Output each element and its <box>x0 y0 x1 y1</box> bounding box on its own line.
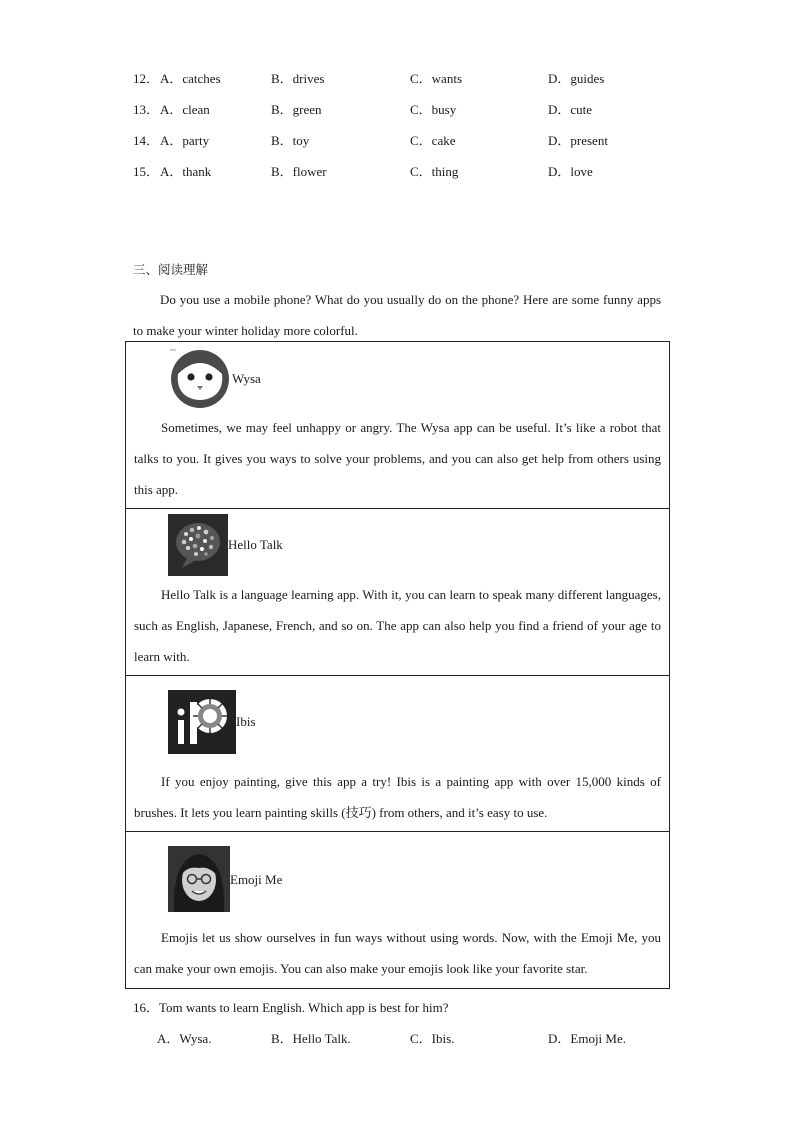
option-c[interactable]: C．busy <box>410 102 457 117</box>
option-b[interactable]: B．drives <box>271 71 325 86</box>
option-d[interactable]: D．love <box>548 164 593 179</box>
question-number: 14． <box>133 133 160 148</box>
option-b[interactable]: B．green <box>271 102 322 117</box>
question-16-stem: 16．Tom wants to learn English. Which app is best for him? <box>133 1000 449 1015</box>
option-d[interactable]: D．present <box>548 133 608 148</box>
option-a[interactable]: A．clean <box>160 102 210 117</box>
app-name: Hello Talk <box>228 537 283 552</box>
app-name: Ibis <box>236 714 256 729</box>
app-description-text: Hello Talk is a language learning app. With it, you can learn to speak many different languages, such as English, Japanese, French, and so on. The app can also help you find a friend of your age to learn with. <box>134 587 661 664</box>
app-cell-wysa <box>126 342 669 509</box>
app-name: Emoji Me <box>230 872 283 887</box>
intro-text: Do you use a mobile phone? What do you usually do on the phone? Here are some funny apps to make your winter holiday more colorful. <box>133 292 661 338</box>
emoji-face-icon <box>168 846 230 916</box>
option-c[interactable]: C．thing <box>410 164 459 179</box>
question-number: 15． <box>133 164 160 179</box>
app-description-text: Sometimes, we may feel unhappy or angry. The Wysa app can be useful. It’s like a robot that talks to you. It gives you ways to solve your problems, and you can also get help from others using this app. <box>134 420 661 497</box>
question-number: 12． <box>133 71 160 86</box>
question-16-options <box>157 1028 677 1048</box>
app-description <box>134 766 661 828</box>
option-a[interactable]: A．party <box>160 133 210 148</box>
choice-row-13 <box>133 99 693 119</box>
option-c[interactable]: C．Ibis. <box>410 1031 455 1046</box>
app-description-text: Emojis let us show ourselves in fun ways without using words. Now, with the Emoji Me, you can make your own emojis. You can also make your emojis look like your favorite star. <box>134 930 661 976</box>
app-cell-emoji-me <box>126 832 669 988</box>
choice-row-12 <box>133 68 693 88</box>
option-b[interactable]: B．flower <box>271 164 327 179</box>
option-b[interactable]: B．Hello Talk. <box>271 1031 351 1046</box>
option-b[interactable]: B．toy <box>271 133 310 148</box>
speech-bubble-icon <box>168 514 228 580</box>
owl-face-icon <box>170 348 230 414</box>
option-c[interactable]: C．wants <box>410 71 463 86</box>
choice-row-15 <box>133 161 693 181</box>
app-cell-ibis <box>126 676 669 832</box>
option-d[interactable]: D．cute <box>548 102 593 117</box>
paint-palette-icon <box>168 690 236 758</box>
app-name: Wysa <box>232 371 261 386</box>
app-description <box>134 412 661 505</box>
app-description-text: If you enjoy painting, give this app a try! Ibis is a painting app with over 15,000 kinds of brushes. It lets you learn painting skills (技巧) from others, and it’s easy to use. <box>134 774 661 820</box>
option-a[interactable]: A．catches <box>160 71 221 86</box>
choice-row-14 <box>133 130 693 150</box>
option-d[interactable]: D．Emoji Me. <box>548 1031 626 1046</box>
option-a[interactable]: A．Wysa. <box>157 1031 212 1046</box>
question-number: 13． <box>133 102 160 117</box>
app-table <box>125 341 670 989</box>
intro-paragraph <box>133 284 661 346</box>
option-d[interactable]: D．guides <box>548 71 605 86</box>
section-title: 三、阅读理解 <box>133 262 209 277</box>
app-description <box>134 922 661 984</box>
option-c[interactable]: C．cake <box>410 133 456 148</box>
option-a[interactable]: A．thank <box>160 164 212 179</box>
app-description <box>134 579 661 672</box>
app-cell-hello-talk <box>126 509 669 676</box>
